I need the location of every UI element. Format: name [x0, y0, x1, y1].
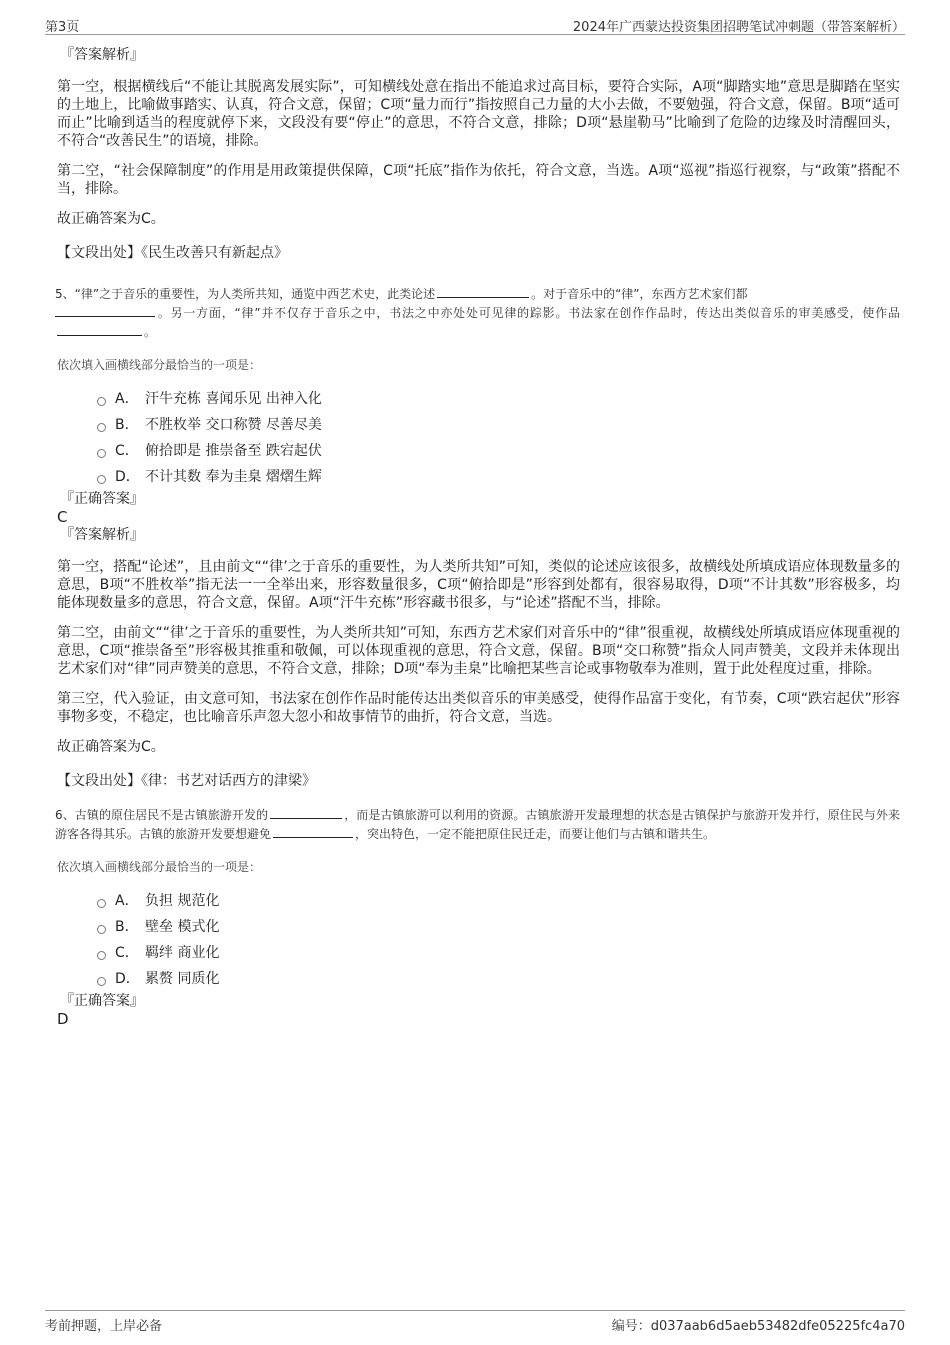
question-stem: 5、“律”之于音乐的重要性，为人类所共知，通览中西艺术史，此类论述 。对于音乐中的“律”，东西方艺术家们都 。另一方面，“律”并不仅存于音乐之中，书法之中亦处处可见律的踪影。书法家在创作作品时，传达出类似音乐的审美感受，使作品。	[55, 287, 900, 339]
radio-icon[interactable]	[97, 951, 106, 960]
analysis-paragraph: 第一空，搭配“论述”，且由前文““律’之于音乐的重要性，为人类所共知”可知，类似的论述应该很多，故横线处所填成语应体现数量多的意思，B项“不胜枚举”指无法一一全举出来，形容数量很多，C项“俯拾即是”形容到处都有，很容易取得，D项“不计其数”形容极多，均能体现数量多的意思，符合文意，保留。A项“汗牛充栋”形容藏书很多，与“论述”搭配不当，排除。	[57, 559, 900, 611]
radio-icon[interactable]	[97, 925, 106, 934]
blank-line	[57, 323, 142, 336]
option-list	[97, 888, 900, 992]
option-list	[97, 386, 900, 490]
radio-icon[interactable]	[97, 899, 106, 908]
option-a[interactable]: A． 负担 规范化	[97, 888, 900, 914]
radio-icon[interactable]	[97, 977, 106, 986]
analysis-paragraph: 第二空，由前文““律’之于音乐的重要性，为人类所共知”可知，东西方艺术家们对音乐中的“律”很重视，故横线处所填成语应体现重视的意思，C项“推崇备至”形容极其推重和敬佩，可以体现重视的意思，符合文意，保留。B项“交口称赞”指众人同声赞美，文段并未体现出艺术家们对“律”同声赞美的意思，不符合文意，排除；D项“奉为圭臬”比喻把某些言论或事物敬奉为准则，置于此处程度过重，排除。	[57, 625, 900, 677]
blank-line	[437, 285, 529, 298]
blank-line	[270, 806, 342, 819]
blank-line	[55, 304, 155, 317]
document-id: 编号：d037aab6d5aeb53482dfe05225fc4a70	[611, 1319, 905, 1334]
radio-icon[interactable]	[97, 475, 106, 484]
radio-icon[interactable]	[97, 397, 106, 406]
question-prompt: 依次填入画横线部分最恰当的一项是：	[57, 358, 262, 372]
footer-slogan: 考前押题，上岸必备	[45, 1319, 163, 1334]
page-footer	[45, 1310, 905, 1333]
option-c[interactable]: C． 俯拾即是 推崇备至 跌宕起伏	[97, 438, 900, 464]
blank-line	[273, 825, 353, 838]
correct-answer: C	[57, 508, 68, 526]
page-content	[57, 46, 900, 1028]
answer-conclusion: 故正确答案为C。	[57, 739, 165, 755]
source-citation: 【文段出处】《民生改善只有新起点》	[57, 245, 288, 261]
option-d[interactable]: D． 累赘 同质化	[97, 966, 900, 992]
option-b[interactable]: B． 不胜枚举 交口称赞 尽善尽美	[97, 412, 900, 438]
analysis-paragraph: 第二空，“社会保障制度”的作用是用政策提供保障，C项“托底”指作为依托，符合文意，当选。A项“巡视”指巡行视察，与“政策”搭配不当，排除。	[57, 163, 900, 197]
page-number: 第3页	[45, 20, 80, 35]
option-c[interactable]: C． 羁绊 商业化	[97, 940, 900, 966]
option-a[interactable]: A． 汗牛充栋 喜闻乐见 出神入化	[97, 386, 900, 412]
radio-icon[interactable]	[97, 449, 106, 458]
answer-conclusion: 故正确答案为C。	[57, 211, 165, 227]
question-prompt: 依次填入画横线部分最恰当的一项是：	[57, 860, 262, 874]
correct-answer: D	[57, 1010, 69, 1028]
analysis-label: 『答案解析』	[60, 527, 144, 543]
analysis-label: 『答案解析』	[60, 47, 144, 63]
option-b[interactable]: B． 壁垒 模式化	[97, 914, 900, 940]
question-stem: 6、古镇的原住居民不是古镇旅游开发的 ，而是古镇旅游可以利用的资源。古镇旅游开发最理想的状态是古镇保护与旅游开发并行，原住民与外来游客各得其乐。古镇的旅游开发要想避免 ，突出特色，一定不能把原住民迁走，而要让他们与古镇和谐共生。	[55, 808, 900, 841]
option-d[interactable]: D． 不计其数 奉为圭臬 熠熠生辉	[97, 464, 900, 490]
document-title: 2024年广西蒙达投资集团招聘笔试冲刺题（带答案解析）	[572, 20, 905, 35]
radio-icon[interactable]	[97, 423, 106, 432]
correct-answer-label: 『正确答案』	[60, 491, 144, 507]
page-header	[45, 14, 905, 35]
analysis-paragraph: 第三空，代入验证，由文意可知，书法家在创作作品时能传达出类似音乐的审美感受，使得作品富于变化，有节奏，C项“跌宕起伏”形容事物多变，不稳定，也比喻音乐声忽大忽小和故事情节的曲折，符合文意，当选。	[57, 691, 900, 725]
source-citation: 【文段出处】《律：书艺对话西方的津梁》	[57, 773, 316, 789]
correct-answer-label: 『正确答案』	[60, 993, 144, 1009]
analysis-paragraph: 第一空，根据横线后“不能让其脱离发展实际”，可知横线处意在指出不能追求过高目标，要符合实际，A项“脚踏实地”意思是脚踏在坚实的土地上，比喻做事踏实、认真，符合文意，保留；C项“量力而行”指按照自己力量的大小去做，不要勉强，符合文意，保留。B项“适可而止”比喻到适当的程度就停下来，文段没有要“停止”的意思，不符合文意，排除；D项“悬崖勒马”比喻到了危险的边缘及时清醒回头，不符合“改善民生”的语境，排除。	[57, 79, 900, 149]
